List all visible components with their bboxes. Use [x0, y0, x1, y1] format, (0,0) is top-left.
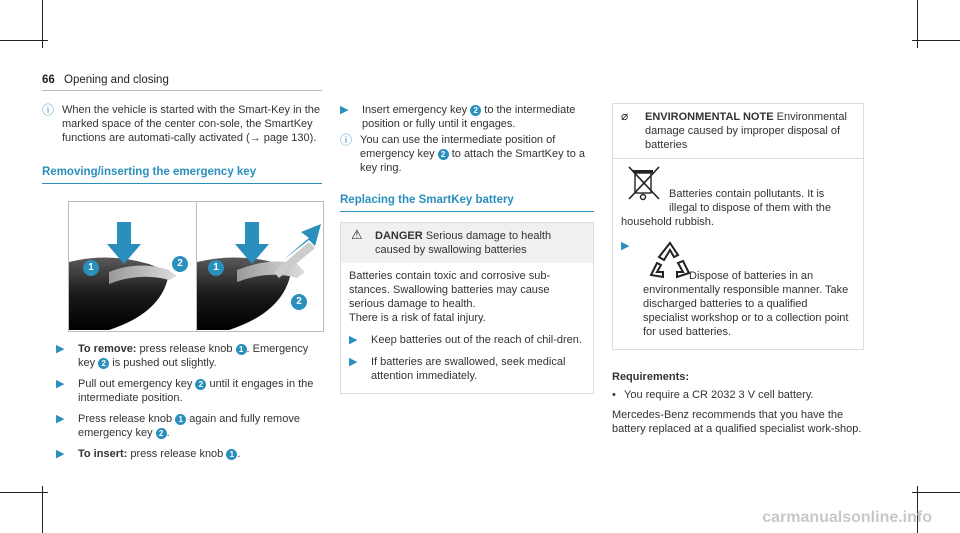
step — [349, 333, 585, 347]
requirement-item — [612, 388, 864, 402]
header-rule — [42, 90, 322, 91]
callout-1: 1 — [208, 260, 224, 276]
crop-mark — [42, 486, 43, 533]
step — [621, 239, 855, 339]
crop-mark — [0, 40, 48, 41]
step — [56, 377, 322, 405]
arrow-icon: ▶ — [349, 356, 358, 368]
arrow-icon: ▶ — [340, 104, 349, 116]
info-note — [340, 133, 594, 175]
info-note — [42, 103, 322, 145]
step-text: . — [166, 427, 170, 439]
step-text: If batteries are swallowed, seek medical attention immediately. — [371, 356, 566, 382]
closing-text: Mercedes-Benz recommends that you have the battery replaced at a qualified specialist work-shop. — [612, 409, 862, 435]
arrow-icon: ▶ — [56, 413, 65, 425]
danger-header — [341, 223, 593, 263]
arrow-icon: ▶ — [349, 334, 358, 346]
crop-mark — [0, 492, 48, 493]
warning-icon: ⚠ — [351, 227, 363, 242]
danger-box — [340, 222, 594, 394]
note-text: When the vehicle is started with the Smart-Key in the marked space of the center con-sole, the SmartKey functions are automati-cally activated (→ page 130). — [62, 104, 321, 144]
arrow-icon: ▶ — [56, 448, 65, 460]
page-number: 66 — [42, 74, 55, 86]
environment-header — [613, 104, 863, 158]
callout-2: 2 — [156, 428, 167, 439]
column-1-steps — [56, 342, 322, 461]
step-text: Keep batteries out of the reach of chil-dren. — [371, 334, 582, 346]
requirement-text: You require a CR 2032 3 V cell battery. — [624, 389, 814, 401]
section-title: Replacing the SmartKey battery — [340, 194, 514, 206]
step-label: To remove: — [78, 343, 137, 355]
callout-2: 2 — [438, 149, 449, 160]
callout-2: 2 — [172, 256, 188, 272]
watermark: carmanualsonline.info — [762, 509, 932, 526]
column-3 — [612, 103, 864, 436]
bullet-icon: • — [612, 389, 616, 401]
danger-body — [341, 263, 593, 393]
step-text: to the intermediate position or fully until it engages. — [362, 104, 576, 130]
note-text: You can use the intermediate position of emergency key — [360, 134, 556, 160]
callout-2: 2 — [291, 294, 307, 310]
callout-1: 1 — [236, 344, 247, 355]
callout-1: 1 — [175, 414, 186, 425]
environment-box — [612, 103, 864, 350]
step-text: press release knob — [127, 448, 227, 460]
step — [56, 412, 322, 440]
key-illustration — [68, 201, 324, 332]
environment-text: Batteries contain pollutants. It is illegal to dispose of them with the household rubbish. — [621, 188, 832, 228]
callout-2: 2 — [195, 379, 206, 390]
step — [56, 447, 322, 461]
crop-mark — [912, 40, 960, 41]
crop-mark — [912, 492, 960, 493]
environment-heading: Environmental damage caused by improper disposal of batteries — [645, 111, 847, 151]
info-icon: ⓘ — [340, 133, 353, 147]
step-text: is pushed out slightly. — [109, 357, 217, 369]
step — [349, 355, 585, 383]
environment-icon: ⌀ — [621, 109, 629, 123]
emergency-key-figure — [69, 202, 323, 331]
callout-1: 1 — [226, 449, 237, 460]
requirements-title: Requirements: — [612, 371, 690, 383]
step-text: Pull out emergency key — [78, 378, 196, 390]
page-title: Opening and closing — [64, 74, 169, 86]
danger-text: There is a risk of fatal injury. — [349, 312, 486, 324]
info-icon: ⓘ — [42, 103, 55, 117]
environment-label: ENVIRONMENTAL NOTE — [645, 111, 774, 123]
crossed-bin-icon — [627, 165, 661, 203]
note-text: to attach the SmartKey to a key ring. — [360, 148, 586, 174]
step-text: Press release knob — [78, 413, 176, 425]
danger-label: DANGER — [375, 230, 423, 242]
step-text: . — [237, 448, 241, 460]
danger-text: Batteries contain toxic and corrosive sub-stances. Swallowing batteries may cause serious damage to health. — [349, 270, 551, 310]
step — [56, 342, 322, 370]
page-header — [42, 74, 169, 86]
step-text: . Emergency key — [78, 343, 309, 369]
arrow-icon: ▶ — [621, 240, 630, 252]
column-1 — [42, 103, 322, 184]
callout-2: 2 — [470, 105, 481, 116]
arrow-icon: ▶ — [56, 343, 65, 355]
step-text: again and fully remove emergency key — [78, 413, 300, 439]
step-text: Dispose of batteries in an environmentally responsible manner. Take discharged batteries to a qualified specialist workshop or to a collection point for used batteries. — [643, 270, 849, 338]
callout-1: 1 — [83, 260, 99, 276]
environment-body — [613, 159, 863, 349]
column-2 — [340, 103, 594, 394]
step — [340, 103, 594, 131]
step-text: press release knob — [136, 343, 236, 355]
step-text: until it engages in the intermediate position. — [78, 378, 314, 404]
step-text: Insert emergency key — [362, 104, 471, 116]
danger-heading: Serious damage to health caused by swallowing batteries — [375, 230, 552, 256]
section-title: Removing/inserting the emergency key — [42, 166, 257, 178]
callout-2: 2 — [98, 358, 109, 369]
section-rule — [42, 183, 322, 184]
step-label: To insert: — [78, 448, 128, 460]
arrow-icon: ▶ — [56, 378, 65, 390]
